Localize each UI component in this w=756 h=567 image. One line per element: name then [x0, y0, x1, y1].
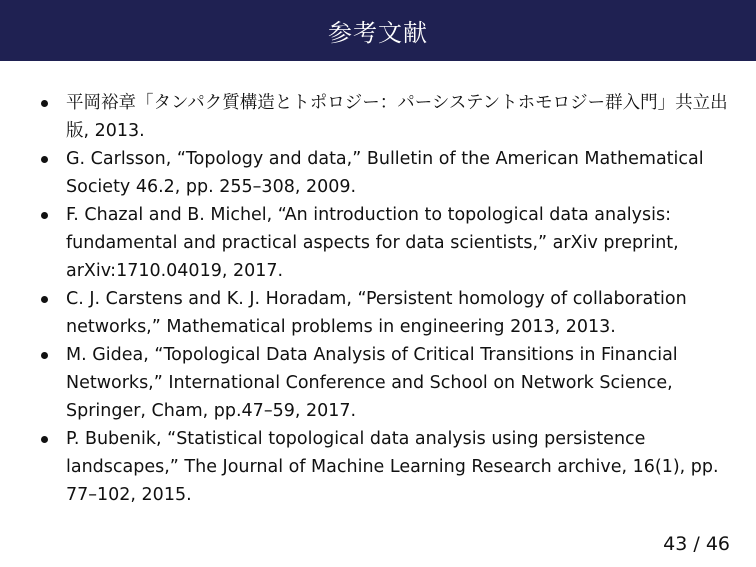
reference-text: M. Gidea, “Topological Data Analysis of Critical Transitions in Financial Networks,” International Conference and School on Network Science, Springer, Cham, pp.47–59, 2017. — [66, 345, 678, 421]
reference-text: F. Chazal and B. Michel, “An introduction to topological data analysis: fundamental and practical aspects for data scientists,” arXiv preprint, arXiv:1710.04019, 2017. — [66, 205, 679, 281]
slide-title-bar — [0, 0, 756, 61]
bullet-icon — [41, 212, 48, 219]
reference-item — [40, 341, 730, 425]
bullet-icon — [41, 156, 48, 163]
bullet-icon — [41, 436, 48, 443]
bullet-icon — [41, 296, 48, 303]
reference-list — [40, 89, 730, 509]
reference-text: P. Bubenik, “Statistical topological data analysis using persistence landscapes,” The Journal of Machine Learning Research archive, 16(1), pp. 77–102, 2015. — [66, 429, 719, 505]
bullet-icon — [41, 100, 48, 107]
reference-item — [40, 201, 730, 285]
reference-text: 平岡裕章「タンパク質構造とトポロジー：パーシステントホモロジー群入門」共立出版, 2013. — [66, 93, 728, 141]
page-number: 43 / 46 — [663, 533, 730, 555]
reference-item — [40, 145, 730, 201]
bullet-icon — [41, 352, 48, 359]
slide-title: 参考文献 — [328, 19, 428, 47]
reference-text: G. Carlsson, “Topology and data,” Bulletin of the American Mathematical Society 46.2, pp. 255–308, 2009. — [66, 149, 704, 197]
reference-item — [40, 285, 730, 341]
reference-text: C. J. Carstens and K. J. Horadam, “Persistent homology of collaboration networks,” Mathematical problems in engineering 2013, 2013. — [66, 289, 687, 337]
reference-item — [40, 89, 730, 145]
reference-item — [40, 425, 730, 509]
